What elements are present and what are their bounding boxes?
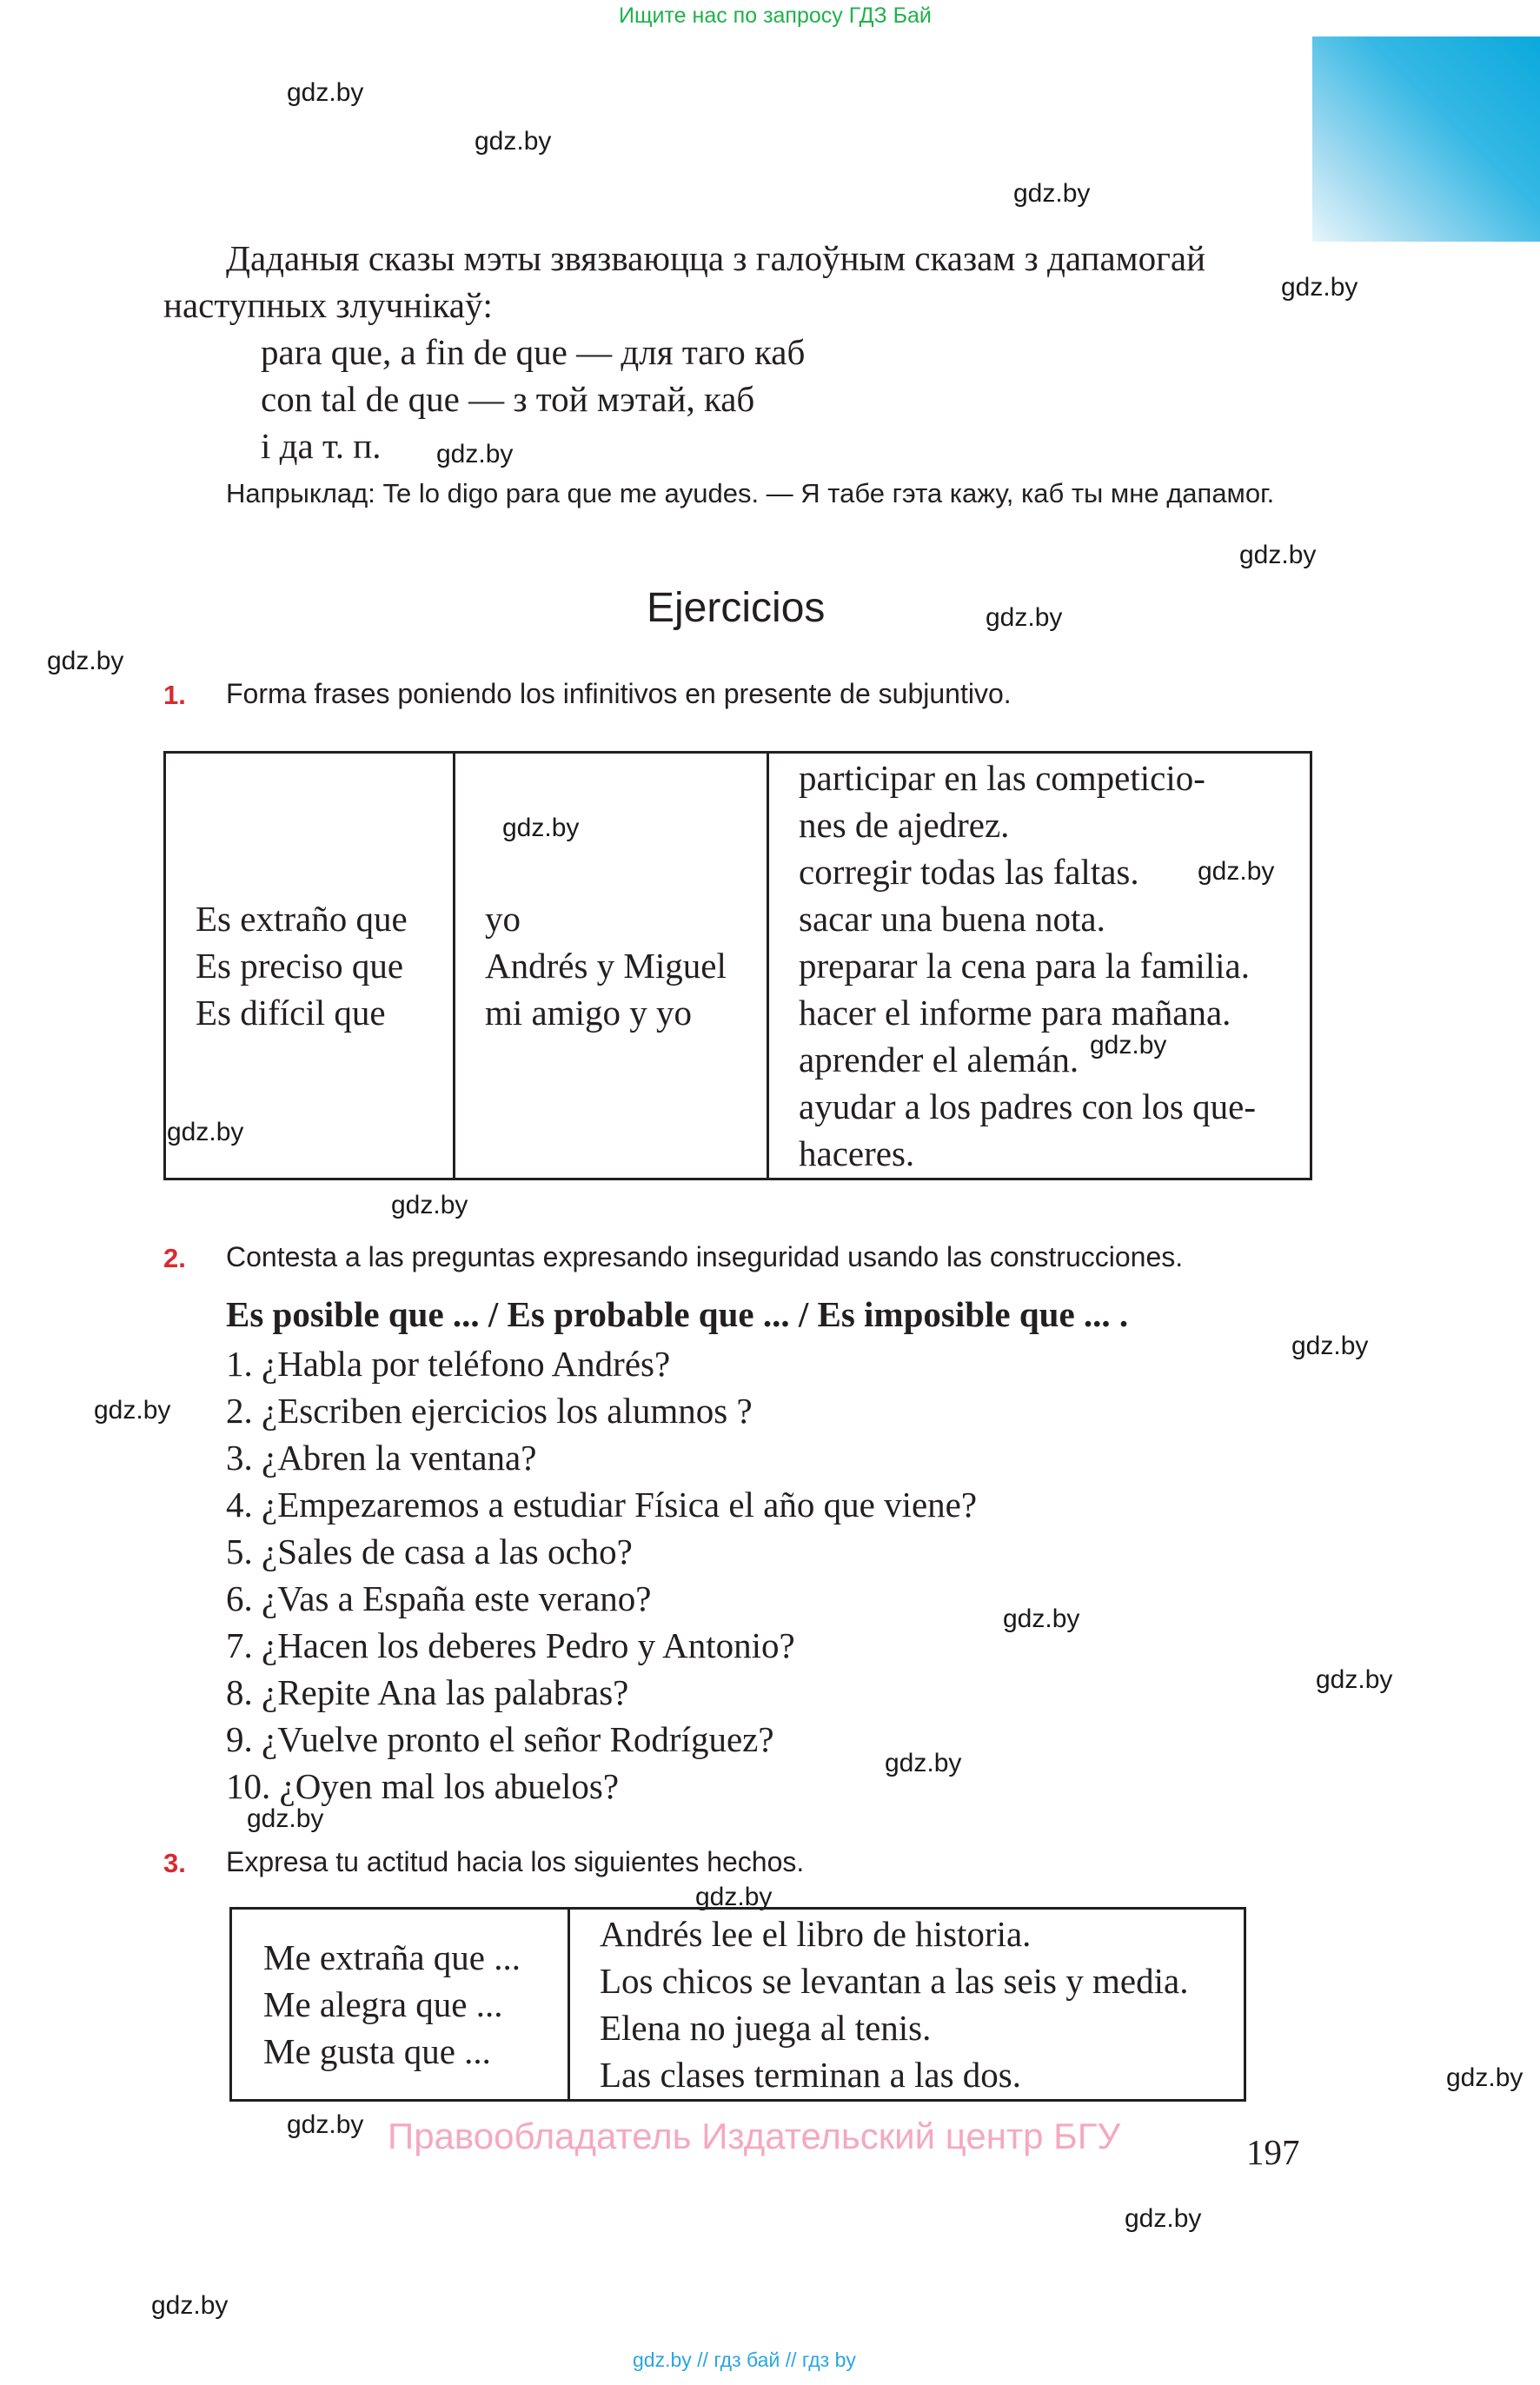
infinitive-item: participar en las competicio- [799, 758, 1205, 798]
question-item: 1. ¿Habla por teléfono Andrés? [226, 1344, 671, 1384]
watermark: gdz.by [436, 440, 514, 468]
attitude-item: Me alegra que ... [263, 1984, 503, 2024]
exercise-3-table [229, 1907, 1246, 2102]
watermark: gdz.by [287, 78, 364, 107]
top-banner[interactable]: Ищите нас по запросу ГДЗ Бай [619, 3, 932, 28]
question-item: 2. ¿Escriben ejercicios los alumnos ? [226, 1391, 753, 1431]
exercise-instruction: Contesta a las preguntas expresando inseguridad usando las construcciones. [226, 1241, 1184, 1272]
infinitive-item: aprender el alemán. [799, 1040, 1079, 1080]
subject-item: yo [485, 899, 521, 939]
watermark: gdz.by [502, 814, 580, 842]
table-cell [231, 1909, 569, 2101]
conjunction-line: і да т. п. [261, 426, 382, 466]
conjunction-line: con tal de que — з той мэтай, каб [261, 379, 755, 419]
exercise-number: 2. [163, 1243, 186, 1273]
subject-item: Andrés y Miguel [485, 946, 727, 986]
question-item: 10. ¿Oyen mal los abuelos? [226, 1766, 620, 1806]
fact-item: Elena no juega al tenis. [600, 2008, 932, 2048]
question-item: 8. ¿Repite Ana las palabras? [226, 1672, 629, 1712]
infinitive-item: ayudar a los padres con los que- [799, 1086, 1256, 1126]
watermark: gdz.by [475, 127, 552, 156]
watermark: gdz.by [1291, 1332, 1369, 1360]
watermark: gdz.by [287, 2110, 364, 2139]
infinitive-item: hacer el informe para mañana. [799, 993, 1231, 1033]
phrase-item: Es preciso que [196, 946, 404, 986]
exercise-instruction: Forma frases poniendo los infinitivos en presente de subjuntivo. [226, 678, 1012, 709]
infinitive-item: corregir todas las faltas. [799, 852, 1139, 892]
question-item: 4. ¿Empezaremos a estudiar Física el año que viene? [226, 1485, 978, 1525]
page-number: 197 [1246, 2132, 1300, 2172]
fact-item: Las clases terminan a las dos. [600, 2055, 1022, 2095]
watermark: gdz.by [47, 647, 124, 675]
watermark: gdz.by [94, 1396, 171, 1425]
infinitive-item: preparar la cena para la familia. [799, 946, 1250, 986]
watermark: gdz.by [1013, 179, 1091, 208]
intro-line: Даданыя сказы мэты звязваюцца з галоўным сказам з дапамогай [226, 238, 1206, 278]
fact-item: Andrés lee el libro de historia. [600, 1914, 1032, 1954]
footer-links[interactable]: gdz.by // гдз бай // гдз by [633, 2348, 856, 2371]
exercise-number: 3. [163, 1848, 186, 1878]
watermark: gdz.by [391, 1191, 468, 1219]
watermark: gdz.by [1125, 2204, 1202, 2233]
fact-item: Los chicos se levantan a las seis y media. [600, 1961, 1189, 2001]
question-item: 6. ¿Vas a España este verano? [226, 1578, 652, 1618]
question-item: 7. ¿Hacen los deberes Pedro y Antonio? [226, 1625, 795, 1665]
rights-holder: Правообладатель Издательский центр БГУ [388, 2116, 1121, 2156]
attitude-item: Me extraña que ... [263, 1937, 521, 1977]
table-cell [455, 753, 768, 1179]
question-item: 3. ¿Abren la ventana? [226, 1438, 537, 1478]
watermark: gdz.by [247, 1804, 324, 1833]
watermark: gdz.by [1090, 1031, 1167, 1060]
watermark: gdz.by [151, 2291, 229, 2320]
question-item: 5. ¿Sales de casa a las ocho? [226, 1531, 633, 1571]
questions-list [226, 1340, 977, 1810]
question-item: 9. ¿Vuelve pronto el señor Rodríguez? [226, 1719, 774, 1759]
watermark: gdz.by [1003, 1604, 1080, 1633]
intro-line: наступных злучнікаў: [163, 285, 493, 325]
infinitive-item: sacar una buena nota. [799, 899, 1105, 939]
infinitive-item: nes de ajedrez. [799, 805, 1010, 845]
infinitive-item: haceres. [799, 1133, 915, 1173]
watermark: gdz.by [1281, 273, 1358, 302]
exercise-instruction: Expresa tu actitud hacia los siguientes hechos. [226, 1846, 805, 1877]
watermark: gdz.by [167, 1118, 244, 1146]
watermark: gdz.by [885, 1749, 962, 1777]
constructions-line: Es posible que ... / Es probable que ... / Es imposible que ... . [226, 1294, 1129, 1334]
phrase-item: Es difícil que [196, 993, 386, 1033]
table-cell [768, 753, 1311, 1179]
attitude-item: Me gusta que ... [263, 2031, 491, 2071]
watermark: gdz.by [1316, 1665, 1393, 1694]
table-cell [165, 753, 455, 1179]
watermark: gdz.by [986, 603, 1063, 632]
subject-item: mi amigo y yo [485, 993, 693, 1033]
example-sentence: Напрыклад: Te lo digo para que me ayudes. — Я табе гэта кажу, каб ты мне дапамог. [226, 478, 1275, 508]
exercise-number: 1. [163, 680, 186, 710]
section-title: Ejercicios [647, 585, 826, 631]
watermark: gdz.by [1239, 541, 1317, 569]
conjunction-line: para que, a fin de que — для таго каб [261, 332, 806, 372]
corner-decoration [1312, 37, 1540, 242]
watermark: gdz.by [1198, 857, 1275, 886]
phrase-item: Es extraño que [196, 899, 408, 939]
exercise-1-table [163, 751, 1312, 1180]
watermark: gdz.by [695, 1883, 773, 1911]
watermark: gdz.by [1446, 2063, 1523, 2092]
table-cell [569, 1909, 1245, 2101]
